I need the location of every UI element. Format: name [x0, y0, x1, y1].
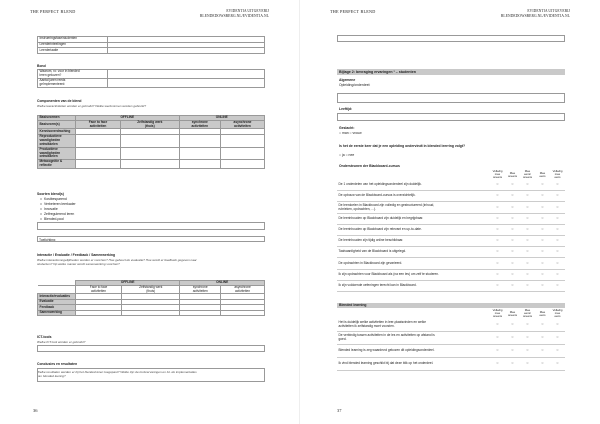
- likert-row: [337, 224, 565, 235]
- likert-radio[interactable]: ○: [550, 332, 565, 345]
- likert-radio[interactable]: ○: [505, 319, 520, 332]
- likert-radio[interactable]: ○: [535, 247, 550, 258]
- likert-radio[interactable]: ○: [535, 180, 550, 191]
- q2-table: Volledig mee oneens Mee oneens Mee eens/ oneens Mee eens Volledig mee eens Het is duidelijk welke activiteiten in leer-plaatsvinden en welke activiteiten ik zelfstandig moet voorzien. ○ ○ ○ ○ ○ De verbindig tussen activiteiten in de les en activiteiten op afstand is goed. ○ ○ ○ ○ ○ Blended learning is zeg waardevol gekozen dit opleidingsonderdeel. ○ ○ ○ ○ ○ Ik vind blended learning geschikt bij dat deze blik op het onderdeel. ○ ○ ○ ○ ○: [337, 309, 565, 371]
- likert-radio[interactable]: ○: [550, 213, 565, 224]
- bond-table: Waarom, ro: voor in blended leren gekozen? Aantal jaren reeds geïmplementeerd:: [37, 69, 265, 88]
- likert-radio[interactable]: ○: [505, 191, 520, 202]
- likert-radio[interactable]: ○: [520, 213, 535, 224]
- likert-statement: De leerdoelen in Blackboard zijn volledig en gestructureerd (inhoud, rubrieken, opdrachten, ...).: [337, 202, 490, 213]
- conclusion-text: Welke resultaten werden er bij het blended leren toegepast? Welke zijn de tools/ervaringen en lst. de implementaties van blended leering?: [37, 369, 197, 378]
- likert-radio[interactable]: ○: [505, 280, 520, 291]
- likert-radio[interactable]: ○: [505, 269, 520, 280]
- likert-radio[interactable]: ○: [535, 236, 550, 247]
- likert-row: [337, 269, 565, 280]
- likert-radio[interactable]: ○: [550, 224, 565, 235]
- likert-statement: De verbindig tussen activiteiten in de les en activiteiten op afstand is goed.: [337, 332, 490, 345]
- likert-radio[interactable]: ○: [520, 332, 535, 345]
- age-field[interactable]: [337, 113, 565, 121]
- page-header: [30, 9, 269, 23]
- likert-radio[interactable]: ○: [550, 180, 565, 191]
- likert-row: [337, 332, 565, 345]
- likert-statement: De opbouw van de Blackboard-cursus is overzichtelijk.: [337, 191, 490, 202]
- header-title: THE PERFECT BLEND: [330, 9, 376, 14]
- q1-title: Ondersteunen der Blackboard-cursus: [339, 164, 400, 168]
- likert-radio[interactable]: ○: [550, 345, 565, 358]
- likert-radio[interactable]: ○: [490, 280, 505, 291]
- header-publisher: EVIDENTIA UITGEVERIJ BLENDEDOWSBERG.NL/EVIDENTIA.NL: [500, 9, 570, 18]
- interaction-table: OFFLINE ONLINE Face to face activiteiten Zelfstandig werk (thuis) synchrone activiteiten asynchrone activiteiten Interactie/evaluaties Evaluatie Feedback Samenwerking: [37, 280, 265, 316]
- likert-row: [337, 258, 565, 269]
- likert-statement: Taalvaardigheid van de Blackboard is uitgelegd.: [337, 247, 490, 258]
- likert-radio[interactable]: ○: [520, 180, 535, 191]
- likert-radio[interactable]: ○: [490, 358, 505, 371]
- right-page: [300, 0, 600, 424]
- source-option[interactable]: □ Innovatie: [40, 207, 58, 211]
- previous-options[interactable]: ○ ja ○ nee: [339, 153, 355, 157]
- likert-radio[interactable]: ○: [520, 345, 535, 358]
- page-number: 36: [33, 408, 38, 413]
- likert-radio[interactable]: ○: [505, 202, 520, 213]
- likert-radio[interactable]: ○: [520, 236, 535, 247]
- likert-statement: Ik zijn opdrachten voor Blackboard als (na een les) om zelf te studeren.: [337, 269, 490, 280]
- source-option[interactable]: □ Kostbesparend: [40, 197, 67, 201]
- likert-radio[interactable]: ○: [520, 319, 535, 332]
- ict-field[interactable]: [37, 345, 265, 352]
- page-number: 37: [337, 408, 342, 413]
- sources-explanation-field[interactable]: [37, 222, 265, 230]
- components-title: Componenten van de blend: [37, 99, 82, 103]
- program-label: Opleiding/onderdeel:: [339, 83, 371, 87]
- likert-radio[interactable]: ○: [520, 258, 535, 269]
- ict-title: ICT-tools: [37, 335, 52, 339]
- likert-radio[interactable]: ○: [490, 180, 505, 191]
- likert-radio[interactable]: ○: [505, 345, 520, 358]
- page-header: [330, 9, 570, 23]
- bond-reason-field[interactable]: [108, 70, 265, 79]
- likert-statement: De 1 onderdelen van het opleidingsonderdeel zijn duidelijk.: [337, 180, 490, 191]
- general-label: Algemene: [339, 78, 356, 82]
- likert-statement: De leerinhouden op Blackboard zijn duidelijk en begrijpbaar.: [337, 213, 490, 224]
- sources-title: Soorten blend(s): [37, 192, 64, 196]
- q1-table: Volledig mee oneens Mee oneens Mee eens/ oneens Mee eens Volledig mee eens De 1 onderdelen van het opleidingsonderdeel zijn duidelijk. ○ ○ ○ ○ ○ De opbouw van de Blackboard-cursus is overzichtelijk. ○ ○ ○ ○ ○ De leerdoelen in Blackboard zijn volledig en gestructureerd (inhoud, rubrieken, opdrachten, ...). ○ ○ ○ ○ ○ De leerinhouden op Blackboard zijn duidelijk en begrijpbaar. ○ ○ ○ ○ ○ De leerinhouden op Blackboard zijn relevant en up-to-date. ○ ○ ○ ○ ○ De leerinhouden zijn tijdig online beschikbaar. ○ ○ ○ ○ ○ Taalvaardigheid van de Blackboard is uitgelegd. ○ ○ ○ ○ ○ De opdrachten in Blackboard zijn gevarieerd. ○ ○ ○ ○ ○ Ik zijn opdrachten voor Blackboard als (na een les) om zelf te studeren. ○ ○ ○ ○ ○ Ik zijn voldoende oefeningen terecht kan in Blackboard. ○ ○ ○ ○ ○: [337, 170, 565, 292]
- likert-row: [337, 247, 565, 258]
- q2-bar: [337, 303, 565, 308]
- likert-radio[interactable]: ○: [535, 258, 550, 269]
- gender-options[interactable]: ○ man ○ vrouw: [339, 131, 362, 135]
- likert-radio[interactable]: ○: [535, 269, 550, 280]
- likert-radio[interactable]: ○: [535, 319, 550, 332]
- likert-radio[interactable]: ○: [535, 332, 550, 345]
- likert-radio[interactable]: ○: [535, 224, 550, 235]
- likert-radio[interactable]: ○: [535, 345, 550, 358]
- likert-radio[interactable]: ○: [505, 332, 520, 345]
- likert-radio[interactable]: ○: [550, 269, 565, 280]
- likert-radio[interactable]: ○: [520, 269, 535, 280]
- likert-radio[interactable]: ○: [490, 191, 505, 202]
- likert-radio[interactable]: ○: [520, 202, 535, 213]
- section-title: Bijlage 2: bevraging ervaringen ¹ – studenten: [339, 69, 416, 74]
- program-field[interactable]: [337, 93, 565, 103]
- likert-radio[interactable]: ○: [505, 180, 520, 191]
- likert-radio[interactable]: ○: [490, 224, 505, 235]
- components-table: Basisvormen OFFLINE ONLINE Basisvorm(s) Face to face activiteiten Zelfstandig werk (thuis) synchrone activiteiten asynchrone activiteiten Kennisoverdraching Reproductieve vaardigheden ontwikkelen Productieve vaardigheden ontwikkelen Metacognitie & reflectie: [37, 115, 265, 169]
- likert-row: [337, 213, 565, 224]
- likert-row: [337, 180, 565, 191]
- likert-radio[interactable]: ○: [535, 202, 550, 213]
- likert-radio[interactable]: ○: [520, 224, 535, 235]
- likert-radio[interactable]: ○: [550, 280, 565, 291]
- likert-radio[interactable]: ○: [490, 202, 505, 213]
- likert-statement: De opdrachten in Blackboard zijn gevarieerd.: [337, 258, 490, 269]
- ict-text: Welke ICT-tool worden er gebruikt?: [37, 339, 86, 344]
- likert-statement: Ik zijn voldoende oefeningen terecht kan in Blackboard.: [337, 280, 490, 291]
- likert-statement: Blended learning is zeg waardevol gekozen dit opleidingsonderdeel.: [337, 345, 490, 358]
- likert-radio[interactable]: ○: [490, 345, 505, 358]
- header-publisher: EVIDENTIA UITGEVERIJ BLENDEDOWSBERG.NL/EVIDENTIA.NL: [199, 9, 269, 18]
- likert-radio[interactable]: ○: [535, 280, 550, 291]
- likert-radio[interactable]: ○: [490, 213, 505, 224]
- likert-radio[interactable]: ○: [505, 258, 520, 269]
- likert-radio[interactable]: ○: [550, 191, 565, 202]
- likert-radio[interactable]: ○: [550, 319, 565, 332]
- likert-row: [337, 280, 565, 291]
- header-title: THE PERFECT BLEND: [30, 9, 76, 14]
- interaction-title: Interactie / Evaluatie / Feedback / Samenwerking: [37, 253, 116, 257]
- age-label: Leeftijd:: [339, 107, 353, 111]
- previous-label: Is het de eerste keer dat je een opleiding ondervindt in blended leerring volgt?: [339, 144, 466, 148]
- likert-radio[interactable]: ○: [505, 247, 520, 258]
- likert-radio[interactable]: ○: [490, 258, 505, 269]
- likert-radio[interactable]: ○: [520, 191, 535, 202]
- likert-radio[interactable]: ○: [535, 191, 550, 202]
- sources-explanation-box[interactable]: [37, 236, 265, 242]
- likert-row: [337, 236, 565, 247]
- gender-label: Geslacht:: [339, 126, 355, 130]
- likert-radio[interactable]: ○: [505, 213, 520, 224]
- likert-radio[interactable]: ○: [490, 247, 505, 258]
- conclusion-field[interactable]: [37, 368, 265, 382]
- bond-title: Bond: [37, 64, 46, 68]
- likert-radio[interactable]: ○: [550, 358, 565, 371]
- likert-statement: De leerinhouden op Blackboard zijn relevant en up-to-date.: [337, 224, 490, 235]
- likert-radio[interactable]: ○: [550, 202, 565, 213]
- interaction-text: Welke interactiemogelijkheden worden er voorzien? Hoe gebeurt de evaluatie? Hoe wordt er feedback gegeven naar studenten? Op welke manier wordt samenwerking voorzien?: [37, 257, 197, 266]
- sources-explanation-label: Toelichting:: [39, 238, 56, 242]
- likert-statement: De leerinhouden zijn tijdig online beschikbaar.: [337, 236, 490, 247]
- q2-title: Blended learning: [339, 303, 367, 307]
- likert-radio[interactable]: ○: [535, 358, 550, 371]
- likert-radio[interactable]: ○: [490, 236, 505, 247]
- source-option[interactable]: □ Verbeteren leerkader: [40, 202, 76, 206]
- likert-radio[interactable]: ○: [535, 213, 550, 224]
- likert-radio[interactable]: ○: [520, 358, 535, 371]
- likert-radio[interactable]: ○: [550, 247, 565, 258]
- likert-radio[interactable]: ○: [505, 236, 520, 247]
- likert-statement: Ik vind blended learning geschikt bij dat deze blik op het onderdeel.: [337, 358, 490, 371]
- components-subtitle: Welke leeractiviteiten worden er gebruikt? Welke werkvormen worden gebruikt?: [37, 103, 147, 108]
- continuation-field[interactable]: [337, 35, 565, 42]
- likert-row: [337, 191, 565, 202]
- likert-radio[interactable]: ○: [490, 332, 505, 345]
- likert-row: [337, 358, 565, 371]
- likert-radio[interactable]: ○: [490, 319, 505, 332]
- likert-row: [337, 202, 565, 213]
- likert-radio[interactable]: ○: [505, 358, 520, 371]
- likert-statement: Het is duidelijk welke activiteiten in leer-plaatsvinden en welke activiteiten ik zelfstandig moet voorzien.: [337, 319, 490, 332]
- likert-row: [337, 345, 565, 358]
- likert-radio[interactable]: ○: [490, 269, 505, 280]
- likert-radio[interactable]: ○: [505, 224, 520, 235]
- conclusion-title: Conclusies en resultaten: [37, 362, 78, 366]
- likert-radio[interactable]: ○: [550, 258, 565, 269]
- source-option[interactable]: □ Blended-pool: [40, 217, 64, 221]
- likert-radio[interactable]: ○: [550, 236, 565, 247]
- likert-row: [337, 319, 565, 332]
- source-option[interactable]: □ Zelfregulerend leren: [40, 212, 75, 216]
- bond-years-field[interactable]: [108, 79, 265, 88]
- likert-radio[interactable]: ○: [520, 247, 535, 258]
- top-table: Instrueringsfase/studenten Leerderinteelingen Leerderiaatie: [37, 36, 265, 54]
- likert-radio[interactable]: ○: [520, 280, 535, 291]
